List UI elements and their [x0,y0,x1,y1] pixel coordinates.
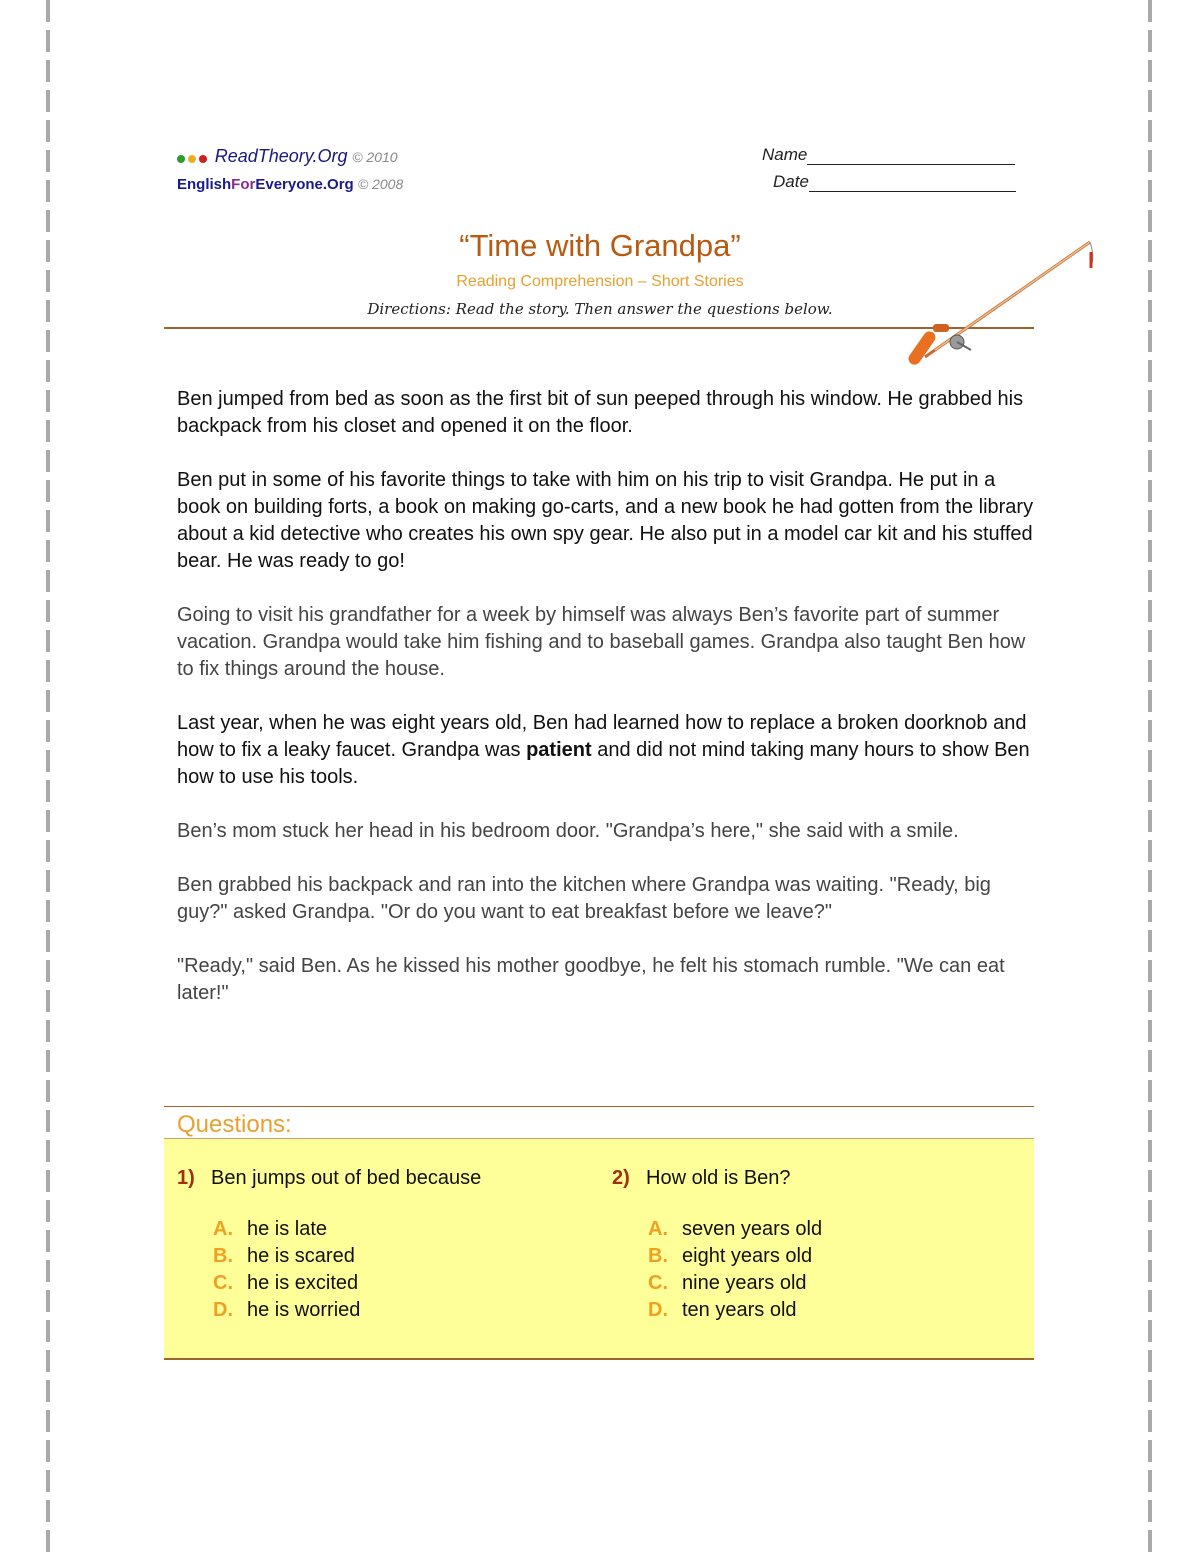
readtheory-credit [177,146,403,168]
questions-heading: Questions: [177,1111,292,1138]
question-text: Ben jumps out of bed because [211,1167,482,1189]
name-field[interactable] [762,145,1015,165]
story-paragraph-7: "Ready," said Ben. As he kissed his mother goodbye, he felt his stomach rumble. "We can eat later!" [177,955,1005,1004]
answer-option[interactable]: B. he is scared [213,1245,355,1267]
question-text: How old is Ben? [646,1167,791,1189]
answer-option[interactable]: A. he is late [213,1218,328,1240]
answer-options [213,1216,481,1324]
answer-option[interactable]: A. seven years old [648,1218,823,1240]
efe-copyright: © 2008 [357,175,404,192]
efe-credit [177,176,403,193]
answer-option[interactable]: D. ten years old [648,1299,797,1321]
story-title: “Time with Grandpa” [459,228,741,263]
question-1 [177,1167,481,1324]
readtheory-copyright: © 2010 [352,149,398,165]
story-paragraph-1: Ben jumped from bed as soon as the first bit of sun peeped through his window. He grabbed his backpack from his closet and opened it on the floor. [177,388,1024,437]
answer-option[interactable]: C. he is excited [213,1272,359,1294]
story-body [177,386,1037,1034]
site-credits [177,146,403,193]
fishing-rod-icon [895,232,1100,382]
readtheory-name: ReadTheory.Org [214,146,348,166]
date-field[interactable] [773,172,1016,192]
answer-options [648,1216,822,1324]
name-label: Name [762,145,808,164]
directions-text: Directions: Read the story. Then answer the questions below. [367,300,833,318]
answer-option[interactable]: B. eight years old [648,1245,813,1267]
traffic-dots-icon [177,148,210,168]
answer-option[interactable]: C. nine years old [648,1272,807,1294]
questions-box [164,1138,1034,1360]
questions-top-rule [164,1106,1034,1107]
story-paragraph-6: Ben grabbed his backpack and ran into the kitchen where Grandpa was waiting. "Ready, big guy?" asked Grandpa. "Or do you want to eat breakfast before we leave?" [177,874,991,923]
question-2 [612,1167,822,1324]
story-paragraph-4: Last year, when he was eight years old, Ben had learned how to replace a broken doorknob and how to fix a leaky faucet. Grandpa was patient and did not mind taking many hours to show Ben how to use his tools. [177,712,1030,788]
question-number: 2) [612,1167,630,1189]
efe-name: EnglishForEveryone.Org [177,175,354,193]
story-subtitle: Reading Comprehension – Short Stories [456,273,744,290]
story-paragraph-2: Ben put in some of his favorite things to take with him on his trip to visit Grandpa. He put in a book on building forts, a book on making go-carts, and a new book he had gotten from the library about a kid detective who creates his own spy gear. He also put in a model car kit and his stuffed bear. He was ready to go! [177,469,1034,572]
story-paragraph-3: Going to visit his grandfather for a week by himself was always Ben’s favorite part of summer vacation. Grandpa would take him fishing and to baseball games. Grandpa also taught Ben how to fix things around the house. [177,604,1026,680]
vocab-word-patient: patient [526,739,592,761]
date-label: Date [773,172,809,191]
question-number: 1) [177,1167,195,1189]
answer-option[interactable]: D. he is worried [213,1299,361,1321]
story-paragraph-5: Ben’s mom stuck her head in his bedroom door. "Grandpa’s here," she said with a smile. [177,820,959,842]
